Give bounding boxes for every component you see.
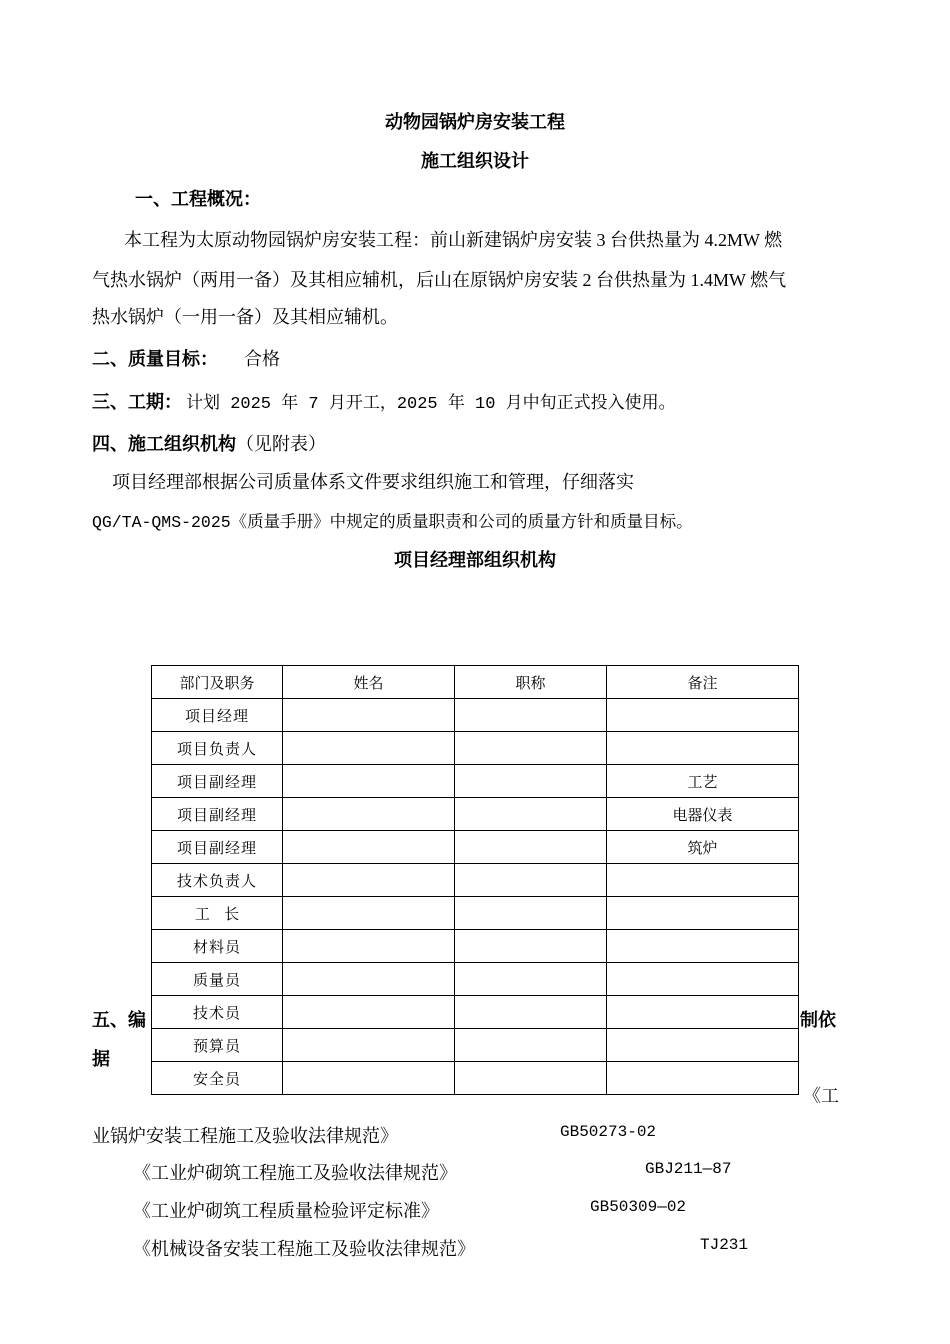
note-cell <box>607 963 799 996</box>
section2 <box>92 345 280 371</box>
name-cell <box>283 732 455 765</box>
title-cell <box>455 897 607 930</box>
note-cell <box>607 699 799 732</box>
header-name: 姓名 <box>283 666 455 699</box>
role-cell: 项目副经理 <box>152 831 283 864</box>
note-cell: 工艺 <box>607 765 799 798</box>
section5-heading-right: 制依 <box>800 1010 836 1030</box>
role-cell: 材料员 <box>152 930 283 963</box>
ref-code: GB50273-02 <box>560 1123 657 1141</box>
note-cell: 筑炉 <box>607 831 799 864</box>
section4-line2: QG/TA-QMS-2025《质量手册》中规定的质量职责和公司的质量方针和质量目标。 <box>92 513 693 532</box>
name-cell <box>283 765 455 798</box>
role-cell: 预算员 <box>152 1029 283 1062</box>
title-cell <box>455 1062 607 1095</box>
title-cell <box>455 732 607 765</box>
section5-heading-wrap: 据 <box>92 1049 110 1069</box>
document-title: 动物园锅炉房安装工程 <box>385 112 565 132</box>
ref-name: 《工业炉砌筑工程质量检验评定标准》 <box>133 1201 439 1221</box>
section4 <box>92 430 326 456</box>
org-table <box>151 665 799 1095</box>
section2-heading: 二、质量目标： <box>92 349 218 369</box>
note-cell <box>607 864 799 897</box>
note-cell <box>607 996 799 1029</box>
ref-code: GBJ211—87 <box>645 1160 732 1178</box>
note-cell <box>607 1062 799 1095</box>
section1-line3: 热水锅炉（一用一备）及其相应辅机。 <box>92 307 398 327</box>
table-row <box>152 1062 799 1095</box>
note-cell <box>607 1029 799 1062</box>
section5-heading-left: 五、编 <box>92 1010 146 1030</box>
role-cell: 项目经理 <box>152 699 283 732</box>
table-row <box>152 1029 799 1062</box>
ref-name: 《工业炉砌筑工程施工及验收法律规范》 <box>133 1163 457 1183</box>
role-cell: 工 长 <box>152 897 283 930</box>
ref-code: GB50309—02 <box>590 1198 687 1216</box>
section4-line1: 项目经理部根据公司质量体系文件要求组织施工和管理，仔细落实 <box>112 472 634 492</box>
table-row <box>152 765 799 798</box>
table-row <box>152 930 799 963</box>
document-subtitle: 施工组织设计 <box>421 151 529 171</box>
role-cell: 安全员 <box>152 1062 283 1095</box>
name-cell <box>283 699 455 732</box>
name-cell <box>283 897 455 930</box>
table-row <box>152 831 799 864</box>
section4-note: （见附表） <box>236 434 326 454</box>
section3 <box>92 388 676 414</box>
title-cell <box>455 1029 607 1062</box>
table-title: 项目经理部组织机构 <box>394 550 556 570</box>
section1-heading: 一、工程概况： <box>135 189 261 209</box>
section3-value: 计划 2025 年 7 月开工，2025 年 10 月中旬正式投入使用。 <box>186 395 676 414</box>
table-row <box>152 897 799 930</box>
title-cell <box>455 765 607 798</box>
header-note: 备注 <box>607 666 799 699</box>
section4-heading: 四、施工组织机构 <box>92 434 236 454</box>
role-cell: 技术员 <box>152 996 283 1029</box>
section2-value: 合格 <box>244 349 280 369</box>
name-cell <box>283 864 455 897</box>
role-cell: 项目副经理 <box>152 798 283 831</box>
name-cell <box>283 930 455 963</box>
title-cell <box>455 996 607 1029</box>
name-cell <box>283 831 455 864</box>
note-cell <box>607 930 799 963</box>
table-row <box>152 699 799 732</box>
title-cell <box>455 798 607 831</box>
section3-heading: 三、工期： <box>92 392 182 412</box>
title-cell <box>455 831 607 864</box>
title-cell <box>455 930 607 963</box>
ref-name: 业锅炉安装工程施工及验收法律规范》 <box>92 1126 398 1146</box>
table-header-row <box>152 666 799 699</box>
role-cell: 质量员 <box>152 963 283 996</box>
table-row <box>152 798 799 831</box>
role-cell: 技术负责人 <box>152 864 283 897</box>
header-title: 职称 <box>455 666 607 699</box>
ref-code: TJ231 <box>700 1236 749 1254</box>
role-cell: 项目负责人 <box>152 732 283 765</box>
name-cell <box>283 798 455 831</box>
table-row <box>152 996 799 1029</box>
title-cell <box>455 699 607 732</box>
section1-line2: 气热水锅炉（两用一备）及其相应辅机，后山在原锅炉房安装 2 台供热量为 1.4MW 燃气 <box>92 270 787 290</box>
name-cell <box>283 1062 455 1095</box>
ref-name: 《机械设备安装工程施工及验收法律规范》 <box>133 1239 475 1259</box>
table-row <box>152 963 799 996</box>
note-cell <box>607 732 799 765</box>
note-cell: 电器仪表 <box>607 798 799 831</box>
name-cell <box>283 996 455 1029</box>
table-row <box>152 732 799 765</box>
section1-line1: 本工程为太原动物园锅炉房安装工程：前山新建锅炉房安装 3 台供热量为 4.2MW 燃 <box>124 230 783 250</box>
title-cell <box>455 963 607 996</box>
title-cell <box>455 864 607 897</box>
section5-ref-open: 《工 <box>803 1086 839 1106</box>
table-row <box>152 864 799 897</box>
note-cell <box>607 897 799 930</box>
header-role: 部门及职务 <box>152 666 283 699</box>
role-cell: 项目副经理 <box>152 765 283 798</box>
name-cell <box>283 963 455 996</box>
name-cell <box>283 1029 455 1062</box>
